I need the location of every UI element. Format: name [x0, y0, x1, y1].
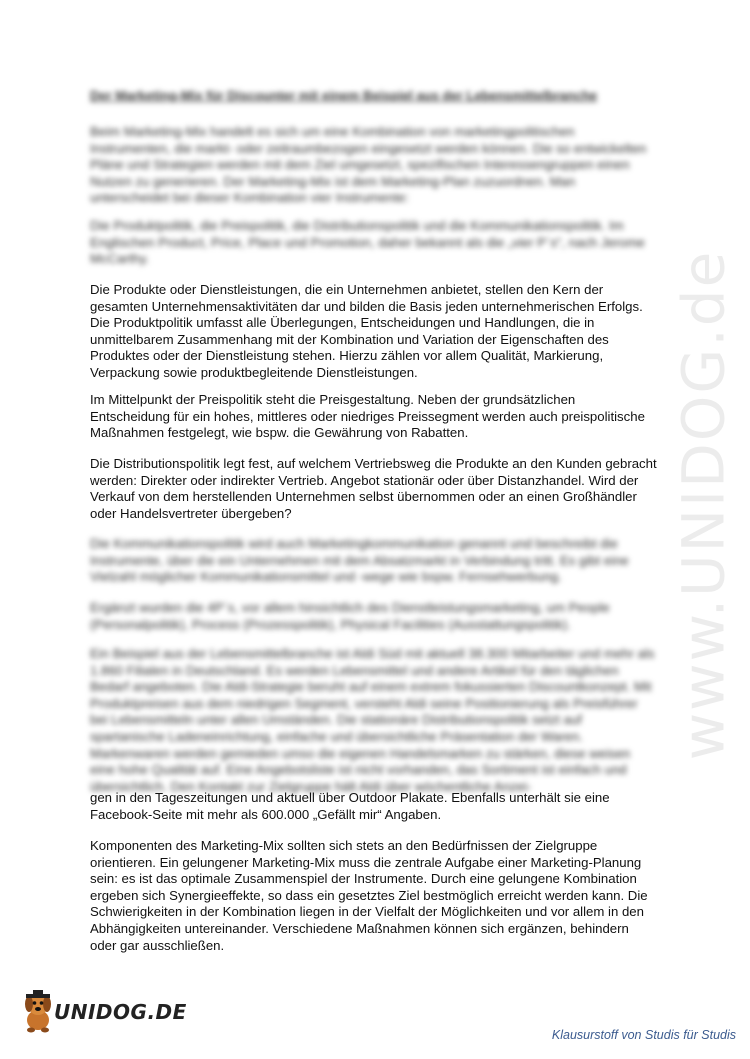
paragraph-distribution-policy: Die Distributionspolitik legt fest, auf welchem Vertriebsweg die Produkte an den Kunden gebracht werden: Direkter oder indirekter Vertrieb. Angebot stationär oder über Distanzhandel. Wird der Verkauf von dem herstellenden Unternehmen selbst übernommen oder an einen Großhändler oder Handelsvertreter übergeben?: [90, 456, 657, 521]
logo-text: UNIDOG.DE: [54, 1000, 187, 1024]
paragraph-aldi-example: Ein Beispiel aus der Lebensmittelbranche ist Aldi Süd mit aktuell 38.300 Mitarbeiter und mehr als 1.860 Filialen in Deutschland. Es werden Lebensmittel und andere Artikel für den täglichen Bedarf angeboten. Die Aldi-Strategie beruht auf einem extrem fokussierten Discountkonzept. Mit Produktpreisen aus dem niedrigen Segment, versteht Aldi seine Positionierung als Preisführer bei Lebensmitteln unter allen Umständen. Die stationäre Distributionspolitik setzt auf spartanische Ladeneinrichtung, einfache und übersichtliche Präsentation der Waren. Markenwaren werden gemieden umso die eigenen Handelsmarken zu stärken, diese weisen eine hohe Qualität auf. Eine Angebotsliste ist nicht vorhanden, das Sortiment ist einfach und übersichtlich. Den Kontakt zur Zielgruppe hält Aldi über wöchentliche Anzei-: [90, 646, 655, 794]
paragraph-product-policy: Die Produkte oder Dienstleistungen, die ein Unternehmen anbietet, stellen den Kern der gesamten Unternehmensaktivitäten dar und bilden die Basis jeden unternehmerischen Erfolgs. Die Produktpolitik umfasst alle Überlegungen, Entscheidungen und Handlungen, die in unmittelbarem Zusammenhang mit der Kombination und Variation der Eigenschaften des Produktes oder der Dienstleistung stehen. Hierzu zählen vor allem Qualität, Markierung, Verpackung sowie produktbegleitende Dienstleistungen.: [90, 282, 643, 380]
paragraph-conclusion: Komponenten des Marketing-Mix sollten sich stets an den Bedürfnissen der Zielgruppe orientieren. Ein gelungener Marketing-Mix muss die zentrale Aufgabe einer Marketing-Planung sein: es ist das optimale Zusammenspiel der Instrumente. Durch eine gelungene Kombination ergeben sich Synergieeffekte, so dass ein gesetztes Ziel bestmöglich erreicht werden kann. Die Schwierigkeiten in der Kombination liegen in der Vielfalt der Möglichkeiten und vor allem in den Abhängigkeiten untereinander. Verschiedene Maßnahmen können sich ergänzen, behindern oder gar ausschließen.: [90, 838, 648, 953]
footer-tagline: Klausurstoff von Studis für Studis: [551, 1028, 736, 1042]
paragraph-extended-ps: Ergänzt wurden die 4P´s, vor allem hinsichtlich des Dienstleistungsmarketing, um People (Personalpolitik), Process (Prozesspolitik), Physical Facilities (Ausstattungspolitik).: [90, 600, 610, 632]
document-title: Der Marketing-Mix für Discounter mit einem Beispiel aus der Lebensmittelbranche: [90, 88, 598, 103]
dog-mascot-icon: [18, 990, 58, 1034]
paragraph-four-ps: Die Produktpolitik, die Preispolitik, die Distributionspolitik und die Kommunikationspolitik. Im Englischen Product, Price, Place und Promotion, daher bekannt als die „vier P´s“, nach Jerome McCarthy.: [90, 218, 645, 267]
unidog-logo[interactable]: [18, 990, 187, 1034]
paragraph-communication-policy: Die Kommunikationspolitik wird auch Marketingkommunikation genannt und beschreibt die Instrumente, über die ein Unternehmen mit dem Absatzmarkt in Verbindung tritt. Es gibt eine Vielzahl möglicher Kommunikationsmittel und -wege wie bspw. Fernsehwerbung.: [90, 536, 629, 585]
paragraph-intro: Beim Marketing-Mix handelt es sich um eine Kombination von marketingpolitischen Instrumenten, die markt- oder zeitraumbezogen eingesetzt werden können. Die so entwickelten Pläne und Strategien werden mit dem Ziel umgesetzt, spezifischen Interessengruppen einen Nutzen zu generieren. Der Marketing-Mix ist dem Marketing-Plan zuzuordnen. Man unterscheidet bei dieser Kombination vier Instrumente:: [90, 124, 647, 206]
paragraph-price-policy: Im Mittelpunkt der Preispolitik steht die Preisgestaltung. Neben der grundsätzlichen Entscheidung für ein hohes, mittleres oder niedriges Preissegment werden auch preispolitische Maßnahmen festgelegt, wie bspw. die Gewährung von Rabatten.: [90, 392, 645, 441]
paragraph-aldi-example-end: gen in den Tageszeitungen und aktuell über Outdoor Plakate. Ebenfalls unterhält sie eine Facebook-Seite mit mehr als 600.000 „Gefällt mir“ Angaben.: [90, 790, 610, 822]
watermark: www.UNIDOG.de: [669, 249, 737, 761]
